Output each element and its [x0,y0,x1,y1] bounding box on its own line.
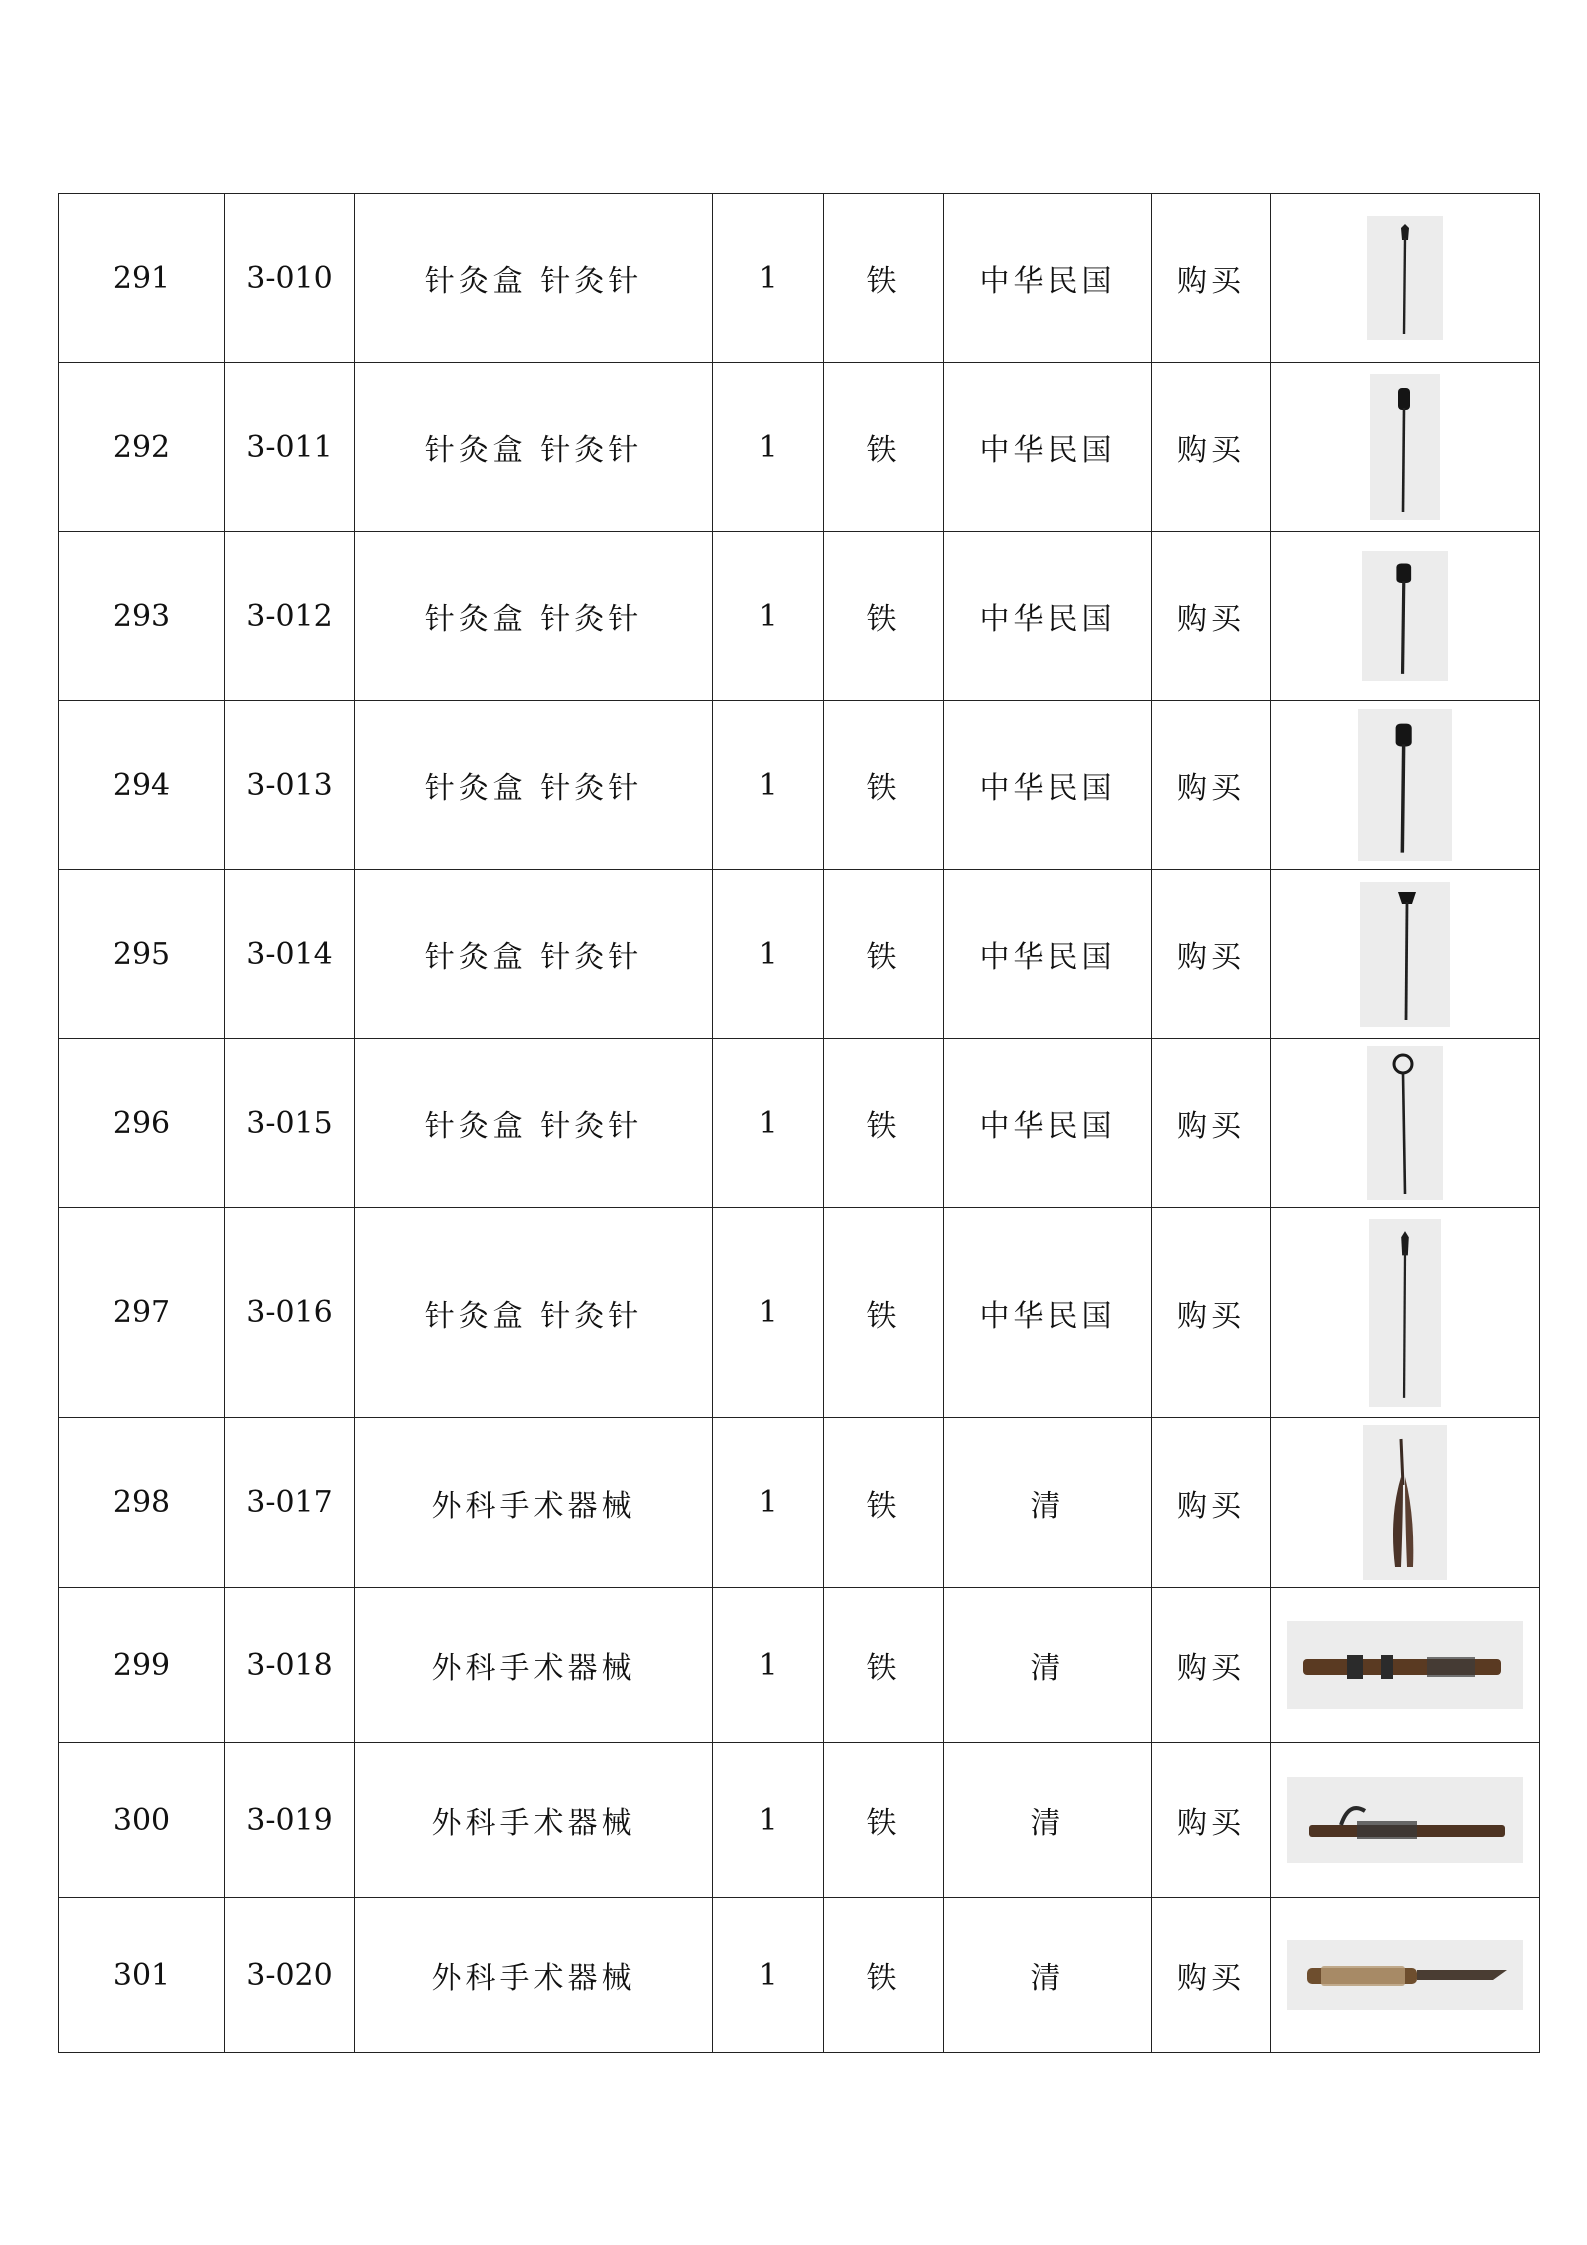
material-cell: 铁 [824,363,944,532]
item-code-cell: 3-015 [225,1039,355,1208]
material-cell: 铁 [824,1039,944,1208]
table-row [59,1039,1540,1208]
source-cell: 购买 [1152,701,1271,870]
serial-number-cell: 297 [59,1208,225,1418]
material-cell: 铁 [824,1898,944,2053]
needle-knob-icon [1358,709,1452,861]
source-cell: 购买 [1152,1208,1271,1418]
item-code-cell: 3-016 [225,1208,355,1418]
quantity-cell: 1 [713,701,824,870]
source-cell: 购买 [1152,532,1271,701]
era-cell: 中华民国 [944,532,1152,701]
item-code-cell: 3-012 [225,532,355,701]
serial-number-cell: 291 [59,194,225,363]
photo-cell [1271,363,1540,532]
photo-cell [1271,1208,1540,1418]
quantity-cell: 1 [713,1588,824,1743]
era-cell: 清 [944,1418,1152,1588]
item-name-cell: 针灸盒 针灸针 [355,701,713,870]
item-name-cell: 外科手术器械 [355,1418,713,1588]
item-code-cell: 3-013 [225,701,355,870]
source-cell: 购买 [1152,1418,1271,1588]
item-code-cell: 3-020 [225,1898,355,2053]
hook-tool-icon [1287,1777,1523,1863]
quantity-cell: 1 [713,870,824,1039]
table-row [59,1898,1540,2053]
item-code-cell: 3-010 [225,194,355,363]
item-code-cell: 3-011 [225,363,355,532]
serial-number-cell: 300 [59,1743,225,1898]
item-code-cell: 3-017 [225,1418,355,1588]
table-row [59,1208,1540,1418]
quantity-cell: 1 [713,1418,824,1588]
source-cell: 购买 [1152,1898,1271,2053]
material-cell: 铁 [824,1743,944,1898]
needle-knob-icon [1362,551,1448,681]
era-cell: 中华民国 [944,870,1152,1039]
material-cell: 铁 [824,1208,944,1418]
table-row [59,1743,1540,1898]
era-cell: 中华民国 [944,194,1152,363]
era-cell: 中华民国 [944,1208,1152,1418]
catalog-table [58,193,1540,2053]
item-name-cell: 针灸盒 针灸针 [355,194,713,363]
item-name-cell: 针灸盒 针灸针 [355,1039,713,1208]
item-name-cell: 针灸盒 针灸针 [355,1208,713,1418]
item-name-cell: 针灸盒 针灸针 [355,532,713,701]
quantity-cell: 1 [713,194,824,363]
material-cell: 铁 [824,1418,944,1588]
source-cell: 购买 [1152,194,1271,363]
quantity-cell: 1 [713,1039,824,1208]
source-cell: 购买 [1152,1743,1271,1898]
era-cell: 中华民国 [944,701,1152,870]
material-cell: 铁 [824,532,944,701]
material-cell: 铁 [824,870,944,1039]
serial-number-cell: 299 [59,1588,225,1743]
table-row [59,701,1540,870]
source-cell: 购买 [1152,1588,1271,1743]
photo-cell [1271,870,1540,1039]
serial-number-cell: 301 [59,1898,225,2053]
material-cell: 铁 [824,1588,944,1743]
era-cell: 清 [944,1898,1152,2053]
photo-cell [1271,1743,1540,1898]
photo-cell [1271,1039,1540,1208]
item-name-cell: 针灸盒 针灸针 [355,870,713,1039]
era-cell: 中华民国 [944,1039,1152,1208]
needle-tip-icon [1367,216,1443,340]
table-row [59,1588,1540,1743]
item-name-cell: 外科手术器械 [355,1743,713,1898]
item-code-cell: 3-014 [225,870,355,1039]
serial-number-cell: 293 [59,532,225,701]
needle-flag-icon [1360,882,1450,1027]
photo-cell [1271,1418,1540,1588]
era-cell: 中华民国 [944,363,1152,532]
table-row [59,870,1540,1039]
needle-tip-icon [1369,1219,1441,1407]
item-code-cell: 3-018 [225,1588,355,1743]
item-name-cell: 外科手术器械 [355,1898,713,2053]
quantity-cell: 1 [713,1743,824,1898]
forceps-icon [1363,1425,1447,1580]
bound-handle-icon [1287,1621,1523,1709]
item-name-cell: 针灸盒 针灸针 [355,363,713,532]
photo-cell [1271,532,1540,701]
source-cell: 购买 [1152,363,1271,532]
item-code-cell: 3-019 [225,1743,355,1898]
table-row [59,1418,1540,1588]
photo-cell [1271,194,1540,363]
needle-ring-icon [1367,1046,1443,1200]
material-cell: 铁 [824,701,944,870]
serial-number-cell: 296 [59,1039,225,1208]
serial-number-cell: 295 [59,870,225,1039]
quantity-cell: 1 [713,363,824,532]
source-cell: 购买 [1152,870,1271,1039]
era-cell: 清 [944,1743,1152,1898]
item-name-cell: 外科手术器械 [355,1588,713,1743]
quantity-cell: 1 [713,1208,824,1418]
table-row [59,194,1540,363]
source-cell: 购买 [1152,1039,1271,1208]
quantity-cell: 1 [713,1898,824,2053]
knife-icon [1287,1940,1523,2010]
quantity-cell: 1 [713,532,824,701]
table-row [59,532,1540,701]
serial-number-cell: 292 [59,363,225,532]
photo-cell [1271,1588,1540,1743]
photo-cell [1271,1898,1540,2053]
material-cell: 铁 [824,194,944,363]
photo-cell [1271,701,1540,870]
table-row [59,363,1540,532]
needle-knob-icon [1370,374,1440,520]
serial-number-cell: 298 [59,1418,225,1588]
serial-number-cell: 294 [59,701,225,870]
era-cell: 清 [944,1588,1152,1743]
